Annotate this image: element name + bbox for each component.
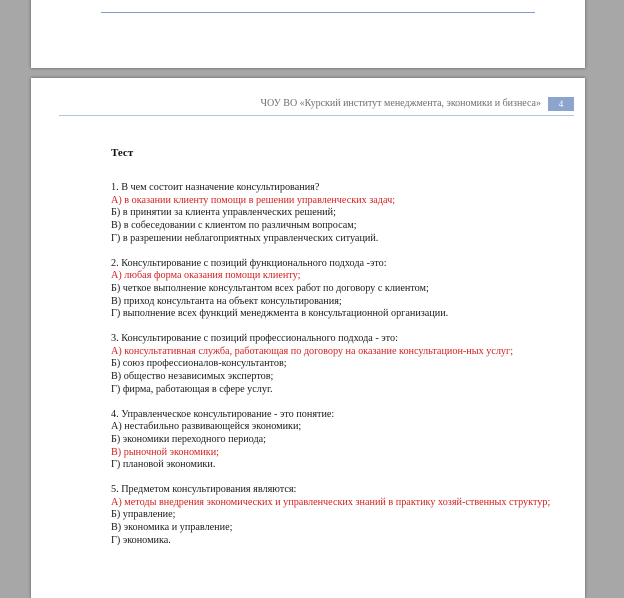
answer-option: Г) плановой экономики.	[111, 459, 216, 471]
correct-answer: А) методы внедрения экономических и управленческих знаний в практику хозяй-ственных структур;	[111, 496, 551, 508]
header-rule	[59, 115, 574, 116]
answer-option: Г) в разрешении неблагоприятных управленческих ситуаций.	[111, 232, 379, 244]
footer-rule	[101, 12, 535, 13]
answer-option: В) в собеседовании с клиентом по различным вопросам;	[111, 220, 357, 232]
question-block	[111, 333, 551, 397]
answer-option: В) приход консультанта на объект консультирования;	[111, 295, 342, 307]
question-text: 2. Консультирование с позиций функционального подхода -это:	[111, 257, 387, 269]
answer-option: Б) союз профессионалов-консультантов;	[111, 358, 287, 370]
question-block	[111, 484, 551, 548]
question-block	[111, 409, 551, 473]
answer-option: В) экономика и управление;	[111, 522, 233, 534]
page-header	[31, 97, 585, 111]
question-block	[111, 182, 551, 246]
question-text: 3. Консультирование с позиций профессионального подхода - это:	[111, 333, 398, 345]
questions-list	[111, 182, 551, 560]
header-text: ЧОУ ВО «Курский институт менеджмента, экономики и бизнеса»	[260, 98, 541, 109]
correct-answer: А) в оказании клиенту помощи в решении управленческих задач;	[111, 194, 396, 206]
answer-option: Б) в принятии за клиента управленческих решений;	[111, 207, 336, 219]
answer-option: Г) экономика.	[111, 534, 171, 546]
answer-option: В) общество независимых экспертов;	[111, 371, 274, 383]
question-text: 5. Предметом консультирования являются:	[111, 484, 297, 496]
answer-option: Б) экономики переходного периода;	[111, 433, 266, 445]
page-number: 4	[548, 97, 574, 111]
correct-answer: А) консультативная служба, работающая по договору на оказание консультацион-ных услуг;	[111, 345, 514, 357]
question-text: 1. В чем состоит назначение консультирования?	[111, 182, 320, 193]
question-block	[111, 258, 551, 322]
answer-option: Б) четкое выполнение консультантом всех работ по договору с клиентом;	[111, 282, 429, 294]
correct-answer: А) любая форма оказания помощи клиенту;	[111, 270, 301, 282]
answer-option: Г) выполнение всех функций менеджмента в консультационной организации.	[111, 308, 449, 320]
test-title: Тест	[111, 147, 134, 159]
answer-option: А) нестабильно развивающейся экономики;	[111, 421, 302, 433]
previous-page	[31, 0, 585, 68]
answer-option: Г) фирма, работающая в сфере услуг.	[111, 383, 273, 395]
correct-answer: В) рыночной экономики;	[111, 446, 220, 458]
document-page	[31, 78, 585, 598]
question-text: 4. Управленческое консультирование - это понятие:	[111, 408, 335, 420]
answer-option: Б) управление;	[111, 509, 176, 521]
